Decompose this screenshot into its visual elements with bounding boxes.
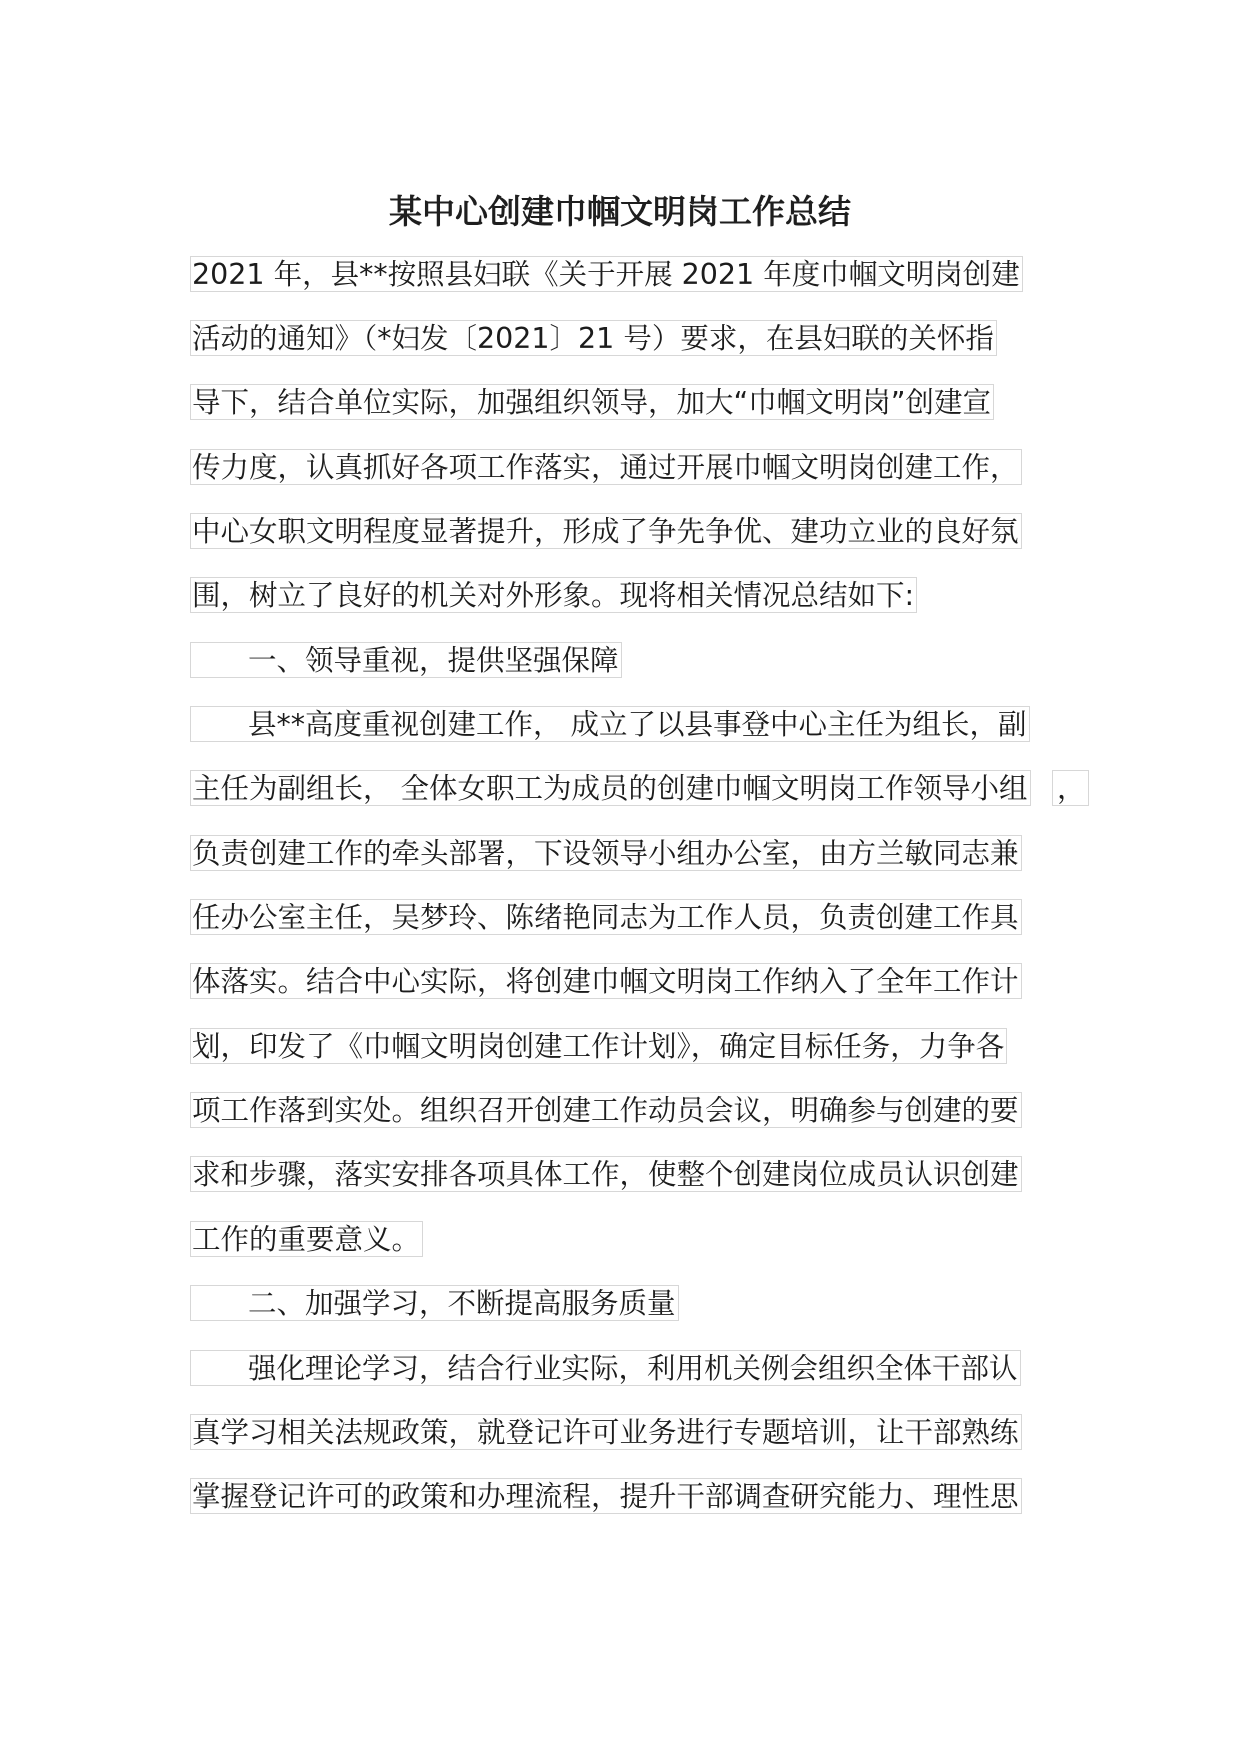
paragraph-first-line: 强化理论学习，结合行业实际，利用机关例会组织全体干部认	[190, 1350, 1021, 1386]
paragraph-first-line: 县**高度重视创建工作， 成立了以县事登中心主任为组长，副	[190, 706, 1030, 742]
text-line: 传力度，认真抓好各项工作落实，通过开展巾帼文明岗创建工作，	[190, 449, 1022, 485]
text-line: 中心女职文明程度显著提升，形成了争先争优、建功立业的良好氛	[190, 513, 1022, 549]
text-line: 任办公室主任，吴梦玲、陈绪艳同志为工作人员，负责创建工作具	[190, 899, 1022, 935]
text-line: 围，树立了良好的机关对外形象。现将相关情况总结如下:	[190, 577, 917, 613]
text-line: 活动的通知》（*妇发〔2021〕21 号）要求，在县妇联的关怀指	[190, 320, 997, 356]
text-line: 工作的重要意义。	[190, 1221, 423, 1257]
section-heading: 二、加强学习，不断提高服务质量	[190, 1285, 679, 1321]
text-line: 导下，结合单位实际，加强组织领导，加大“巾帼文明岗”创建宣	[190, 384, 994, 420]
text-line: 项工作落到实处。组织召开创建工作动员会议，明确参与创建的要	[190, 1092, 1022, 1128]
text-line: 求和步骤，落实安排各项具体工作，使整个创建岗位成员认识创建	[190, 1156, 1022, 1192]
text-line: 主任为副组长， 全体女职工为成员的创建巾帼文明岗工作领导小组	[190, 770, 1031, 806]
text-line: 2021 年，县**按照县妇联《关于开展 2021 年度巾帼文明岗创建	[190, 256, 1023, 292]
section-heading: 一、领导重视，提供坚强保障	[190, 642, 622, 678]
text-line: 真学习相关法规政策，就登记许可业务进行专题培训，让干部熟练	[190, 1414, 1022, 1450]
document-title: 某中心创建巾帼文明岗工作总结	[389, 192, 851, 231]
text-line: 负责创建工作的牵头部署，下设领导小组办公室，由方兰敏同志兼	[190, 835, 1022, 871]
text-line: 掌握登记许可的政策和办理流程，提升干部调查研究能力、理性思	[190, 1478, 1022, 1514]
text-line: 划，印发了《巾帼文明岗创建工作计划》，确定目标任务，力争各	[190, 1028, 1007, 1064]
text-line: 体落实。结合中心实际，将创建巾帼文明岗工作纳入了全年工作计	[190, 963, 1022, 999]
text-line-overflow: ，	[1052, 770, 1089, 806]
